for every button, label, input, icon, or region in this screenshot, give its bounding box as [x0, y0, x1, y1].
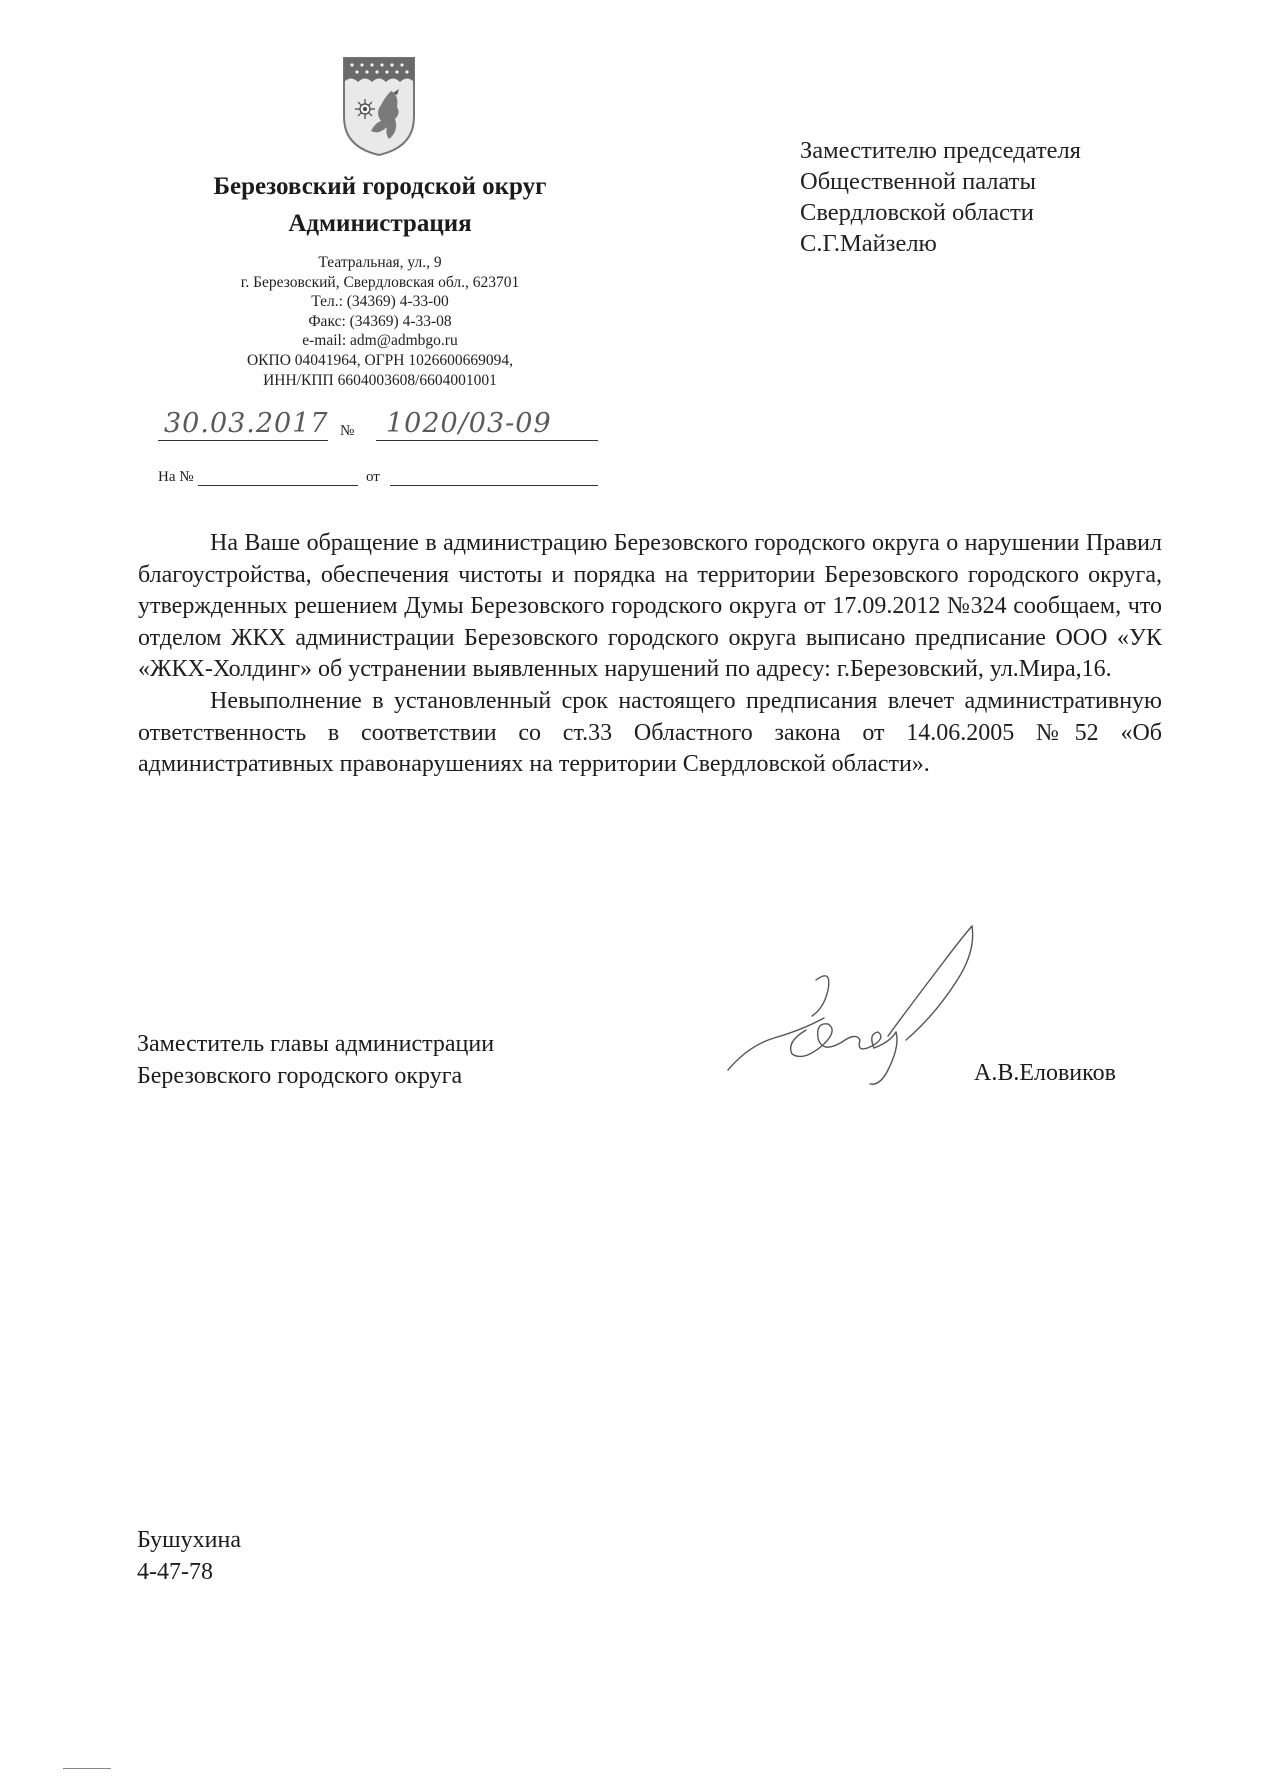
- signatory-position-line: Заместитель главы администрации: [137, 1031, 495, 1057]
- addressee-organization: Общественной палаты: [800, 168, 1036, 195]
- number-sign: №: [340, 423, 355, 439]
- reference-date-label: от: [366, 469, 380, 485]
- reference-line: [158, 464, 598, 488]
- org-codes: ОКПО 04041964, ОГРН 1026600669094,: [246, 351, 513, 369]
- handwritten-signature: [720, 920, 995, 1092]
- signatory-name: А.В.Еловиков: [974, 1060, 1116, 1086]
- addressee-block: [800, 135, 1081, 259]
- outgoing-date: 30.03.2017: [164, 408, 329, 439]
- org-department: Администрация: [288, 210, 472, 237]
- org-address-city: г. Березовский, Свердловская обл., 623701: [240, 273, 520, 291]
- executor-name: Бушухина: [137, 1527, 242, 1553]
- executor-block: [137, 1524, 241, 1588]
- reference-number-blank: [198, 485, 358, 486]
- signatory-position-line: Березовского городского округа: [137, 1063, 463, 1089]
- letter-body: [138, 528, 1162, 781]
- reference-number-label: На №: [158, 469, 194, 485]
- addressee-position: Заместителю председателя: [800, 137, 1081, 164]
- signatory-position: [137, 1028, 494, 1092]
- org-name: Березовский городской округ: [213, 173, 547, 200]
- body-paragraph: Невыполнение в установленный срок настоящего предписания влечет административную ответственность в соответствии со ст.33 Областного закона от 14.06.2005 №52 «Об административных правонарушениях на территории Свердловской области».: [138, 687, 1162, 778]
- number-underline: [376, 440, 598, 441]
- org-address-street: Театральная, ул., 9: [318, 254, 442, 271]
- org-inn-kpp: ИНН/КПП 6604003608/6604001001: [263, 371, 497, 389]
- org-fax: Факс: (34369) 4-33-08: [308, 312, 452, 330]
- addressee-region: Свердловской области: [800, 199, 1034, 226]
- body-paragraph: На Ваше обращение в администрацию Березовского городского округа о нарушении Правил благоустройства, обеспечения чистоты и порядка на территории Березовского городского округа, утвержденных решением Думы Березовского городского округа от 17.09.2012 №324 сообщаем, что отделом ЖКХ администрации Березовского городского округа выписано предписание ООО «УК «ЖКХ-Холдинг» об устранении выявленных нарушений по адресу: г.Березовский, ул.Мира,16.: [138, 530, 1162, 683]
- org-phone: Тел.: (34369) 4-33-00: [311, 293, 449, 311]
- org-email: e-mail: adm@admbgo.ru: [302, 332, 458, 350]
- coat-of-arms-icon: [341, 55, 417, 157]
- reference-date-blank: [390, 485, 598, 486]
- outgoing-number: 1020/03-09: [386, 408, 552, 439]
- addressee-name: С.Г.Майзелю: [800, 230, 937, 257]
- date-underline: [158, 440, 328, 441]
- executor-phone: 4-47-78: [137, 1559, 213, 1585]
- org-contacts: [150, 253, 610, 390]
- footer-mark: [63, 1768, 111, 1769]
- outgoing-registration: [158, 407, 598, 441]
